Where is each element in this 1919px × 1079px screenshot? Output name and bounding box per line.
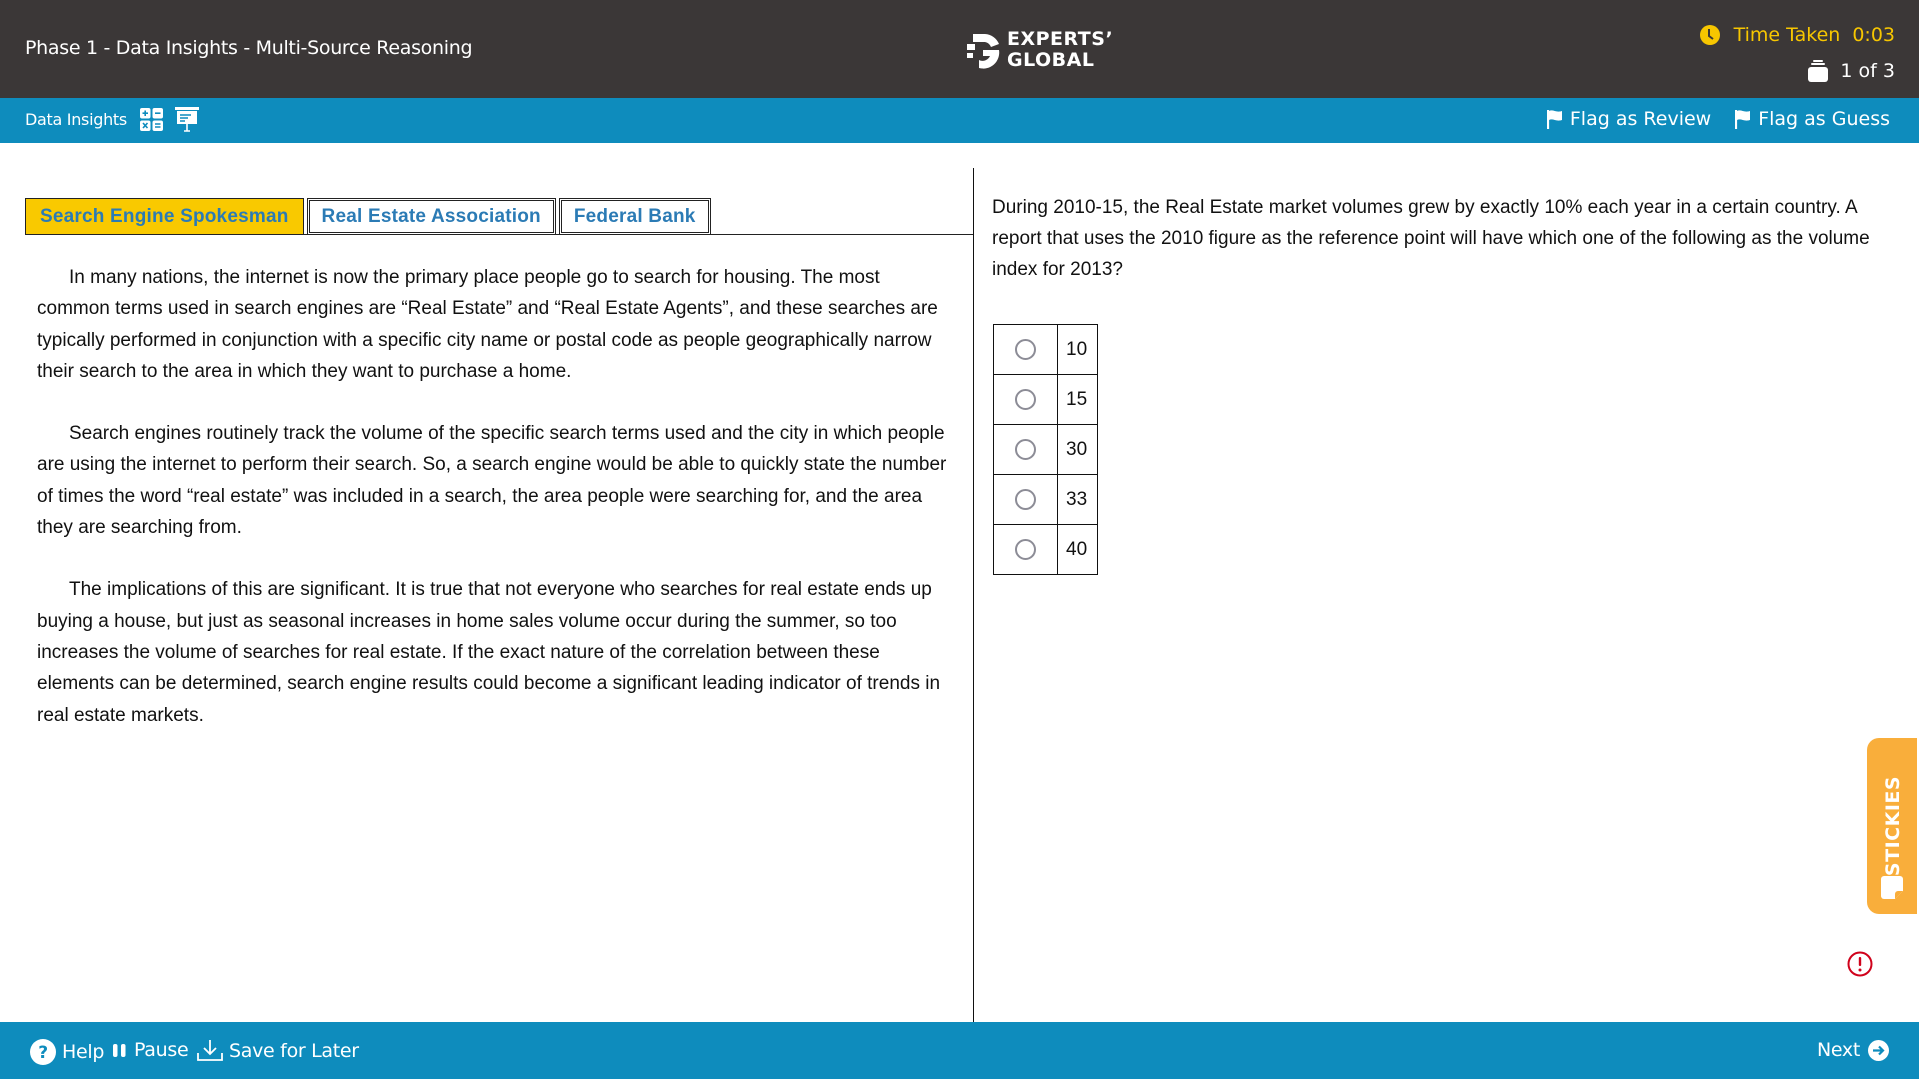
tab-real-estate-association[interactable]: Real Estate Association [307, 198, 556, 235]
option-value: 30 [1058, 425, 1098, 475]
logo-line-2: GLOBAL [1007, 49, 1095, 71]
help-icon [30, 1039, 56, 1065]
flag-icon [1735, 109, 1751, 129]
whiteboard-icon[interactable] [175, 107, 199, 132]
pane-divider [973, 168, 974, 1022]
section-toolbar [0, 98, 1919, 143]
logo-icon [965, 30, 1001, 70]
timer-label: Time Taken [1733, 24, 1841, 46]
flag-as-guess-button[interactable] [1735, 108, 1890, 130]
option-value: 40 [1058, 525, 1098, 575]
flag-as-review-button[interactable] [1547, 108, 1711, 130]
experts-global-logo [965, 28, 1113, 72]
option-value: 10 [1058, 325, 1098, 375]
question-counter [1808, 60, 1895, 82]
question-stem: During 2010-15, the Real Estate market volumes grew by exactly 10% each year in a certain country. A report that uses the 2010 figure as the reference point will have which one of the following as the volume index for 2013? [992, 197, 1870, 280]
save-for-later-button[interactable] [197, 1039, 359, 1063]
tab-baseline [25, 234, 973, 235]
clock-icon [1700, 25, 1720, 45]
tab-search-engine-spokesman[interactable]: Search Engine Spokesman [25, 198, 304, 235]
radio-button[interactable] [1015, 489, 1036, 510]
time-taken [1700, 24, 1895, 46]
arrow-right-circle-icon [1868, 1040, 1889, 1061]
timer-value: 0:03 [1852, 24, 1895, 46]
flag-review-label: Flag as Review [1569, 108, 1712, 130]
passage-paragraph: Search engines routinely track the volume of the specific search terms used and the city in which people are using the internet to perform their search. So, a search engine would be able to quickly state the number of times the word “real estate” was included in a search, the area people were searching for, and the area they are searching from. [37, 423, 947, 539]
tab-federal-bank[interactable]: Federal Bank [559, 198, 711, 235]
counter-value: 1 of 3 [1840, 60, 1895, 82]
stickies-label: STICKIES [1882, 775, 1904, 877]
option-value: 33 [1058, 475, 1098, 525]
section-name: Data Insights [25, 110, 127, 129]
option-row[interactable] [994, 375, 1098, 425]
page-title: Phase 1 - Data Insights - Multi-Source Reasoning [25, 37, 473, 59]
pause-icon [112, 1042, 128, 1058]
calculator-icon[interactable] [140, 108, 163, 131]
radio-button[interactable] [1015, 439, 1036, 460]
help-button[interactable] [30, 1039, 104, 1065]
radio-button[interactable] [1015, 339, 1036, 360]
pause-label: Pause [134, 1039, 189, 1061]
stack-icon [1808, 60, 1828, 82]
flag-buttons [1547, 108, 1890, 130]
svg-text:?: ? [38, 1043, 48, 1063]
logo-line-1: EXPERTS’ [1007, 28, 1114, 50]
sticky-note-icon [1880, 874, 1904, 900]
passage-text [37, 262, 957, 762]
save-label: Save for Later [229, 1040, 359, 1062]
bottom-toolbar [0, 1022, 1919, 1079]
flag-icon [1547, 109, 1563, 129]
next-label: Next [1816, 1039, 1860, 1061]
option-row[interactable] [994, 475, 1098, 525]
answer-options [993, 324, 1098, 575]
pause-button[interactable] [112, 1039, 188, 1061]
source-tabs [25, 198, 714, 235]
option-row[interactable] [994, 325, 1098, 375]
radio-button[interactable] [1015, 539, 1036, 560]
stickies-tab[interactable] [1867, 738, 1917, 914]
option-row[interactable] [994, 525, 1098, 575]
passage-paragraph: In many nations, the internet is now the primary place people go to search for housing. The most common terms used in search engines are “Real Estate” and “Real Estate Agents”, and these searches are typically performed in conjunction with a specific city name or postal code as people geographically narrow their search to the area in which they want to purchase a home. [37, 267, 938, 382]
option-value: 15 [1058, 375, 1098, 425]
passage-paragraph: The implications of this are significant. It is true that not everyone who searches for real estate ends up buying a house, but just as seasonal increases in home sales volume occur during the summer, so too increases the volume of searches for real estate. If the exact nature of the correlation between these elements can be determined, search engine results could become a significant leading indicator of trends in real estate markets. [37, 579, 941, 726]
next-button[interactable] [1817, 1039, 1895, 1061]
help-label: Help [62, 1041, 105, 1063]
radio-button[interactable] [1015, 389, 1036, 410]
report-error-icon[interactable] [1847, 951, 1873, 977]
download-icon [197, 1039, 223, 1063]
flag-guess-label: Flag as Guess [1758, 108, 1890, 130]
top-header [0, 0, 1919, 98]
option-row[interactable] [994, 425, 1098, 475]
